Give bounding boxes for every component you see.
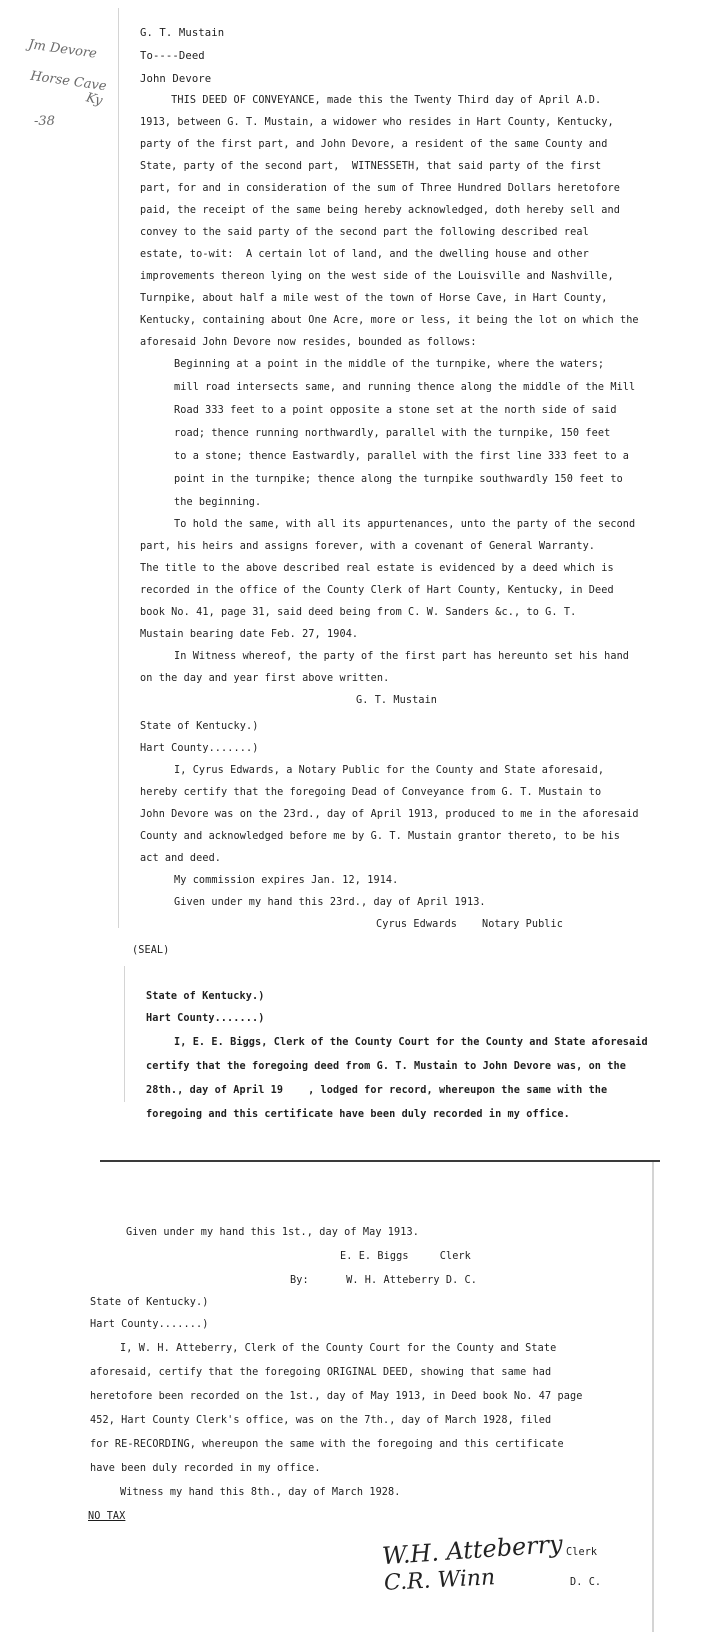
boundary-description-line: the beginning.	[174, 497, 262, 508]
deed-text-line: part, for and in consideration of the sum of Three Hundred Dollars heretofore	[140, 183, 620, 194]
deed-text-line: aforesaid John Devore now resides, bounded as follows:	[140, 337, 477, 348]
page-1-left-edge	[118, 8, 119, 928]
boundary-description-line: mill road intersects same, and running thence along the middle of the Mill	[174, 382, 636, 393]
deed-text-line: part, his heirs and assigns forever, with a covenant of General Warranty.	[140, 541, 596, 552]
deed-text-line: Kentucky, containing about One Acre, more or less, it being the lot on which the	[140, 315, 639, 326]
clerk-certificate-line: 28th., day of April 19 , lodged for record, whereupon the same with the	[146, 1085, 608, 1096]
deed-text-line: paid, the receipt of the same being hereby acknowledged, doth hereby sell and	[140, 205, 620, 216]
rerecording-certificate-line: 452, Hart County Clerk's office, was on the 7th., day of March 1928, filed	[90, 1415, 552, 1426]
venue-county: Hart County.......)	[140, 743, 259, 754]
notary-signature-line: Cyrus Edwards Notary Public	[376, 919, 564, 930]
deed-text-line: The title to the above described real estate is evidenced by a deed which is	[140, 563, 614, 574]
venue-county: Hart County.......)	[146, 1013, 265, 1024]
margin-note-state: Ky	[84, 90, 104, 109]
deed-text-line: Mustain bearing date Feb. 27, 1904.	[140, 629, 359, 640]
page-2-left-edge	[124, 966, 125, 1102]
boundary-description-line: to a stone; thence Eastwardly, parallel with the first line 333 feet to a	[174, 451, 630, 462]
deed-text-line: improvements thereon lying on the west side of the Louisville and Nashville,	[140, 271, 614, 282]
notary-text-line: I, Cyrus Edwards, a Notary Public for the County and State aforesaid,	[174, 765, 605, 776]
clerk-certificate-line: certify that the foregoing deed from G. T. Mustain to John Devore was, on the	[146, 1061, 626, 1072]
notary-text-line: County and acknowledged before me by G. T. Mustain grantor thereto, to be his	[140, 831, 620, 842]
margin-note-name: Jm Devore	[27, 37, 98, 62]
deputy-handwritten-signature: C.R. Winn	[383, 1565, 496, 1596]
rerecording-certificate-line: have been duly recorded in my office.	[90, 1463, 321, 1474]
notary-text-line: hereby certify that the foregoing Dead of Conveyance from G. T. Mustain to	[140, 787, 602, 798]
deed-text-line: convey to the said party of the second part the following described real	[140, 227, 589, 238]
clerk-signature-line: E. E. Biggs Clerk	[340, 1251, 471, 1262]
deed-grantee-heading: John Devore	[140, 73, 212, 85]
witness-date-line: Witness my hand this 8th., day of March 1928.	[120, 1487, 401, 1498]
deed-text-line: party of the first part, and John Devore, a resident of the same County and	[140, 139, 608, 150]
notary-text-line: John Devore was on the 23rd., day of April 1913, produced to me in the aforesaid	[140, 809, 639, 820]
boundary-description-line: Road 333 feet to a point opposite a stone set at the north side of said	[174, 405, 617, 416]
deed-type-heading: To----Deed	[140, 50, 205, 62]
deed-text-line: THIS DEED OF CONVEYANCE, made this the Twenty Third day of April A.D.	[140, 95, 602, 106]
clerk-title: Clerk	[566, 1547, 598, 1558]
deed-text-line: estate, to-wit: A certain lot of land, and the dwelling house and other	[140, 249, 589, 260]
seal-marker: (SEAL)	[132, 945, 170, 956]
clerk-given-date: Given under my hand this 1st., day of May 1913.	[126, 1227, 419, 1238]
deed-text-line: In Witness whereof, the party of the first part has hereunto set his hand	[174, 651, 630, 662]
deed-text-line: 1913, between G. T. Mustain, a widower who resides in Hart County, Kentucky,	[140, 117, 614, 128]
venue-county: Hart County.......)	[90, 1319, 209, 1330]
margin-note-town: Horse Cave	[29, 68, 108, 95]
notary-given-date: Given under my hand this 23rd., day of April 1913.	[174, 897, 486, 908]
deputy-clerk-title: D. C.	[570, 1577, 602, 1588]
boundary-description-line: point in the turnpike; thence along the turnpike southwardly 150 feet to	[174, 474, 623, 485]
deed-text-line: To hold the same, with all its appurtenances, unto the party of the second	[174, 519, 636, 530]
boundary-description-line: Beginning at a point in the middle of the turnpike, where the waters;	[174, 359, 605, 370]
clerk-handwritten-signature: W.H. Atteberry	[381, 1529, 564, 1571]
venue-state: State of Kentucky.)	[146, 991, 265, 1002]
page-3-right-edge	[652, 1162, 654, 1632]
notary-commission-expiry: My commission expires Jan. 12, 1914.	[174, 875, 399, 886]
clerk-certificate-line: foregoing and this certificate have been duly recorded in my office.	[146, 1109, 570, 1120]
deed-grantor-heading: G. T. Mustain	[140, 27, 225, 39]
rerecording-certificate-line: I, W. H. Atteberry, Clerk of the County Court for the County and State	[120, 1343, 557, 1354]
notary-text-line: act and deed.	[140, 853, 222, 864]
venue-state: State of Kentucky.)	[90, 1297, 209, 1308]
venue-state: State of Kentucky.)	[140, 721, 259, 732]
clerk-certificate-line: I, E. E. Biggs, Clerk of the County Court for the County and State aforesaid	[174, 1037, 648, 1048]
deputy-clerk-signature-line: By: W. H. Atteberry D. C.	[290, 1275, 478, 1286]
page-separator	[100, 1160, 660, 1162]
deed-text-line: recorded in the office of the County Clerk of Hart County, Kentucky, in Deed	[140, 585, 614, 596]
grantor-signature-name: G. T. Mustain	[356, 695, 438, 706]
deed-text-line: on the day and year first above written.	[140, 673, 390, 684]
deed-text-line: book No. 41, page 31, said deed being from C. W. Sanders &c., to G. T.	[140, 607, 577, 618]
deed-text-line: Turnpike, about half a mile west of the town of Horse Cave, in Hart County,	[140, 293, 608, 304]
rerecording-certificate-line: for RE-RECORDING, whereupon the same with the foregoing and this certificate	[90, 1439, 564, 1450]
margin-note-number: -38	[34, 114, 55, 129]
deed-text-line: State, party of the second part, WITNESSETH, that said party of the first	[140, 161, 602, 172]
boundary-description-line: road; thence running northwardly, parallel with the turnpike, 150 feet	[174, 428, 611, 439]
rerecording-certificate-line: aforesaid, certify that the foregoing ORIGINAL DEED, showing that same had	[90, 1367, 552, 1378]
rerecording-certificate-line: heretofore been recorded on the 1st., day of May 1913, in Deed book No. 47 page	[90, 1391, 583, 1402]
no-tax-notation: NO TAX	[88, 1511, 126, 1522]
